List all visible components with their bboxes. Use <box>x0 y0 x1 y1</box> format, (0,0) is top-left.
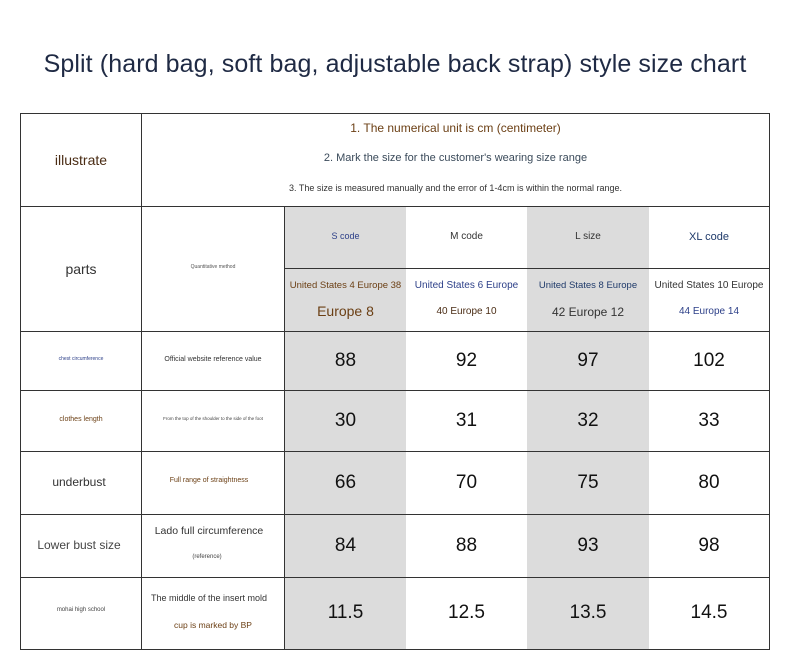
size-value: 84 <box>334 535 357 556</box>
size-eu: 42 Europe 12 <box>551 305 625 319</box>
method-text: The middle of the insert mold <box>150 593 268 603</box>
size-value: 102 <box>693 350 725 371</box>
grid-line <box>20 514 770 515</box>
method-note: (reference) <box>192 554 222 560</box>
size-value: 70 <box>455 472 478 493</box>
size-value: 80 <box>698 472 720 493</box>
size-code: M code <box>450 231 483 242</box>
size-eu: 44 Europe 14 <box>678 306 740 317</box>
size-value: 30 <box>334 410 357 431</box>
grid-line <box>20 577 770 578</box>
size-code: L size <box>575 231 601 242</box>
method-header: Quantitative method <box>190 264 236 270</box>
size-value: 13.5 <box>569 602 607 623</box>
part-label: Lower bust size <box>37 538 121 552</box>
size-value: 98 <box>698 535 720 556</box>
grid-line <box>20 451 770 452</box>
size-value: 33 <box>698 410 720 431</box>
size-value: 12.5 <box>448 602 485 623</box>
size-eu: 40 Europe 10 <box>436 306 497 317</box>
size-code: XL code <box>689 231 729 243</box>
size-us: United States 8 Europe <box>538 280 638 291</box>
method-text: Official website reference value <box>164 356 262 363</box>
grid-line <box>20 649 770 650</box>
size-us: United States 10 Europe <box>654 280 764 291</box>
size-eu: Europe 8 <box>317 303 374 319</box>
method-text: Full range of straightness <box>169 477 249 484</box>
page-title: Split (hard bag, soft bag, adjustable back strap) style size chart <box>43 50 747 78</box>
part-label: clothes length <box>59 416 103 423</box>
size-value: 93 <box>577 535 599 556</box>
part-label: mohai high school <box>56 607 106 613</box>
size-us: United States 6 Europe <box>414 280 519 291</box>
size-value: 92 <box>455 350 478 371</box>
grid-line <box>141 113 142 650</box>
size-value: 14.5 <box>690 602 728 623</box>
illustrate-note: 3. The size is measured manually and the error of 1-4cm is within the normal range. <box>289 183 622 193</box>
size-value: 97 <box>577 350 599 371</box>
size-code: S code <box>331 231 360 241</box>
illustrate-note: 2. Mark the size for the customer's wearing size range <box>323 152 588 164</box>
size-value: 88 <box>334 350 357 371</box>
size-us: United States 4 Europe 38 <box>289 280 402 291</box>
grid-line <box>769 113 770 650</box>
size-value: 88 <box>455 535 478 556</box>
grid-line <box>285 268 770 269</box>
method-note: cup is marked by BP <box>174 620 252 630</box>
illustrate-label: illustrate <box>54 152 108 168</box>
grid-line <box>20 331 770 332</box>
part-label: underbust <box>52 475 106 489</box>
size-value: 11.5 <box>327 602 364 623</box>
illustrate-note: 1. The numerical unit is cm (centimeter) <box>350 121 561 135</box>
method-text: From the top of the shoulder to the side of the foot <box>163 416 263 421</box>
part-label: chest circumference <box>58 356 104 362</box>
size-value: 32 <box>577 410 599 431</box>
size-value: 66 <box>334 472 357 493</box>
size-value: 75 <box>577 472 599 493</box>
size-value: 31 <box>455 410 478 431</box>
method-text: Lado full circumference <box>154 525 264 537</box>
grid-line <box>20 390 770 391</box>
parts-label: parts <box>65 261 97 277</box>
